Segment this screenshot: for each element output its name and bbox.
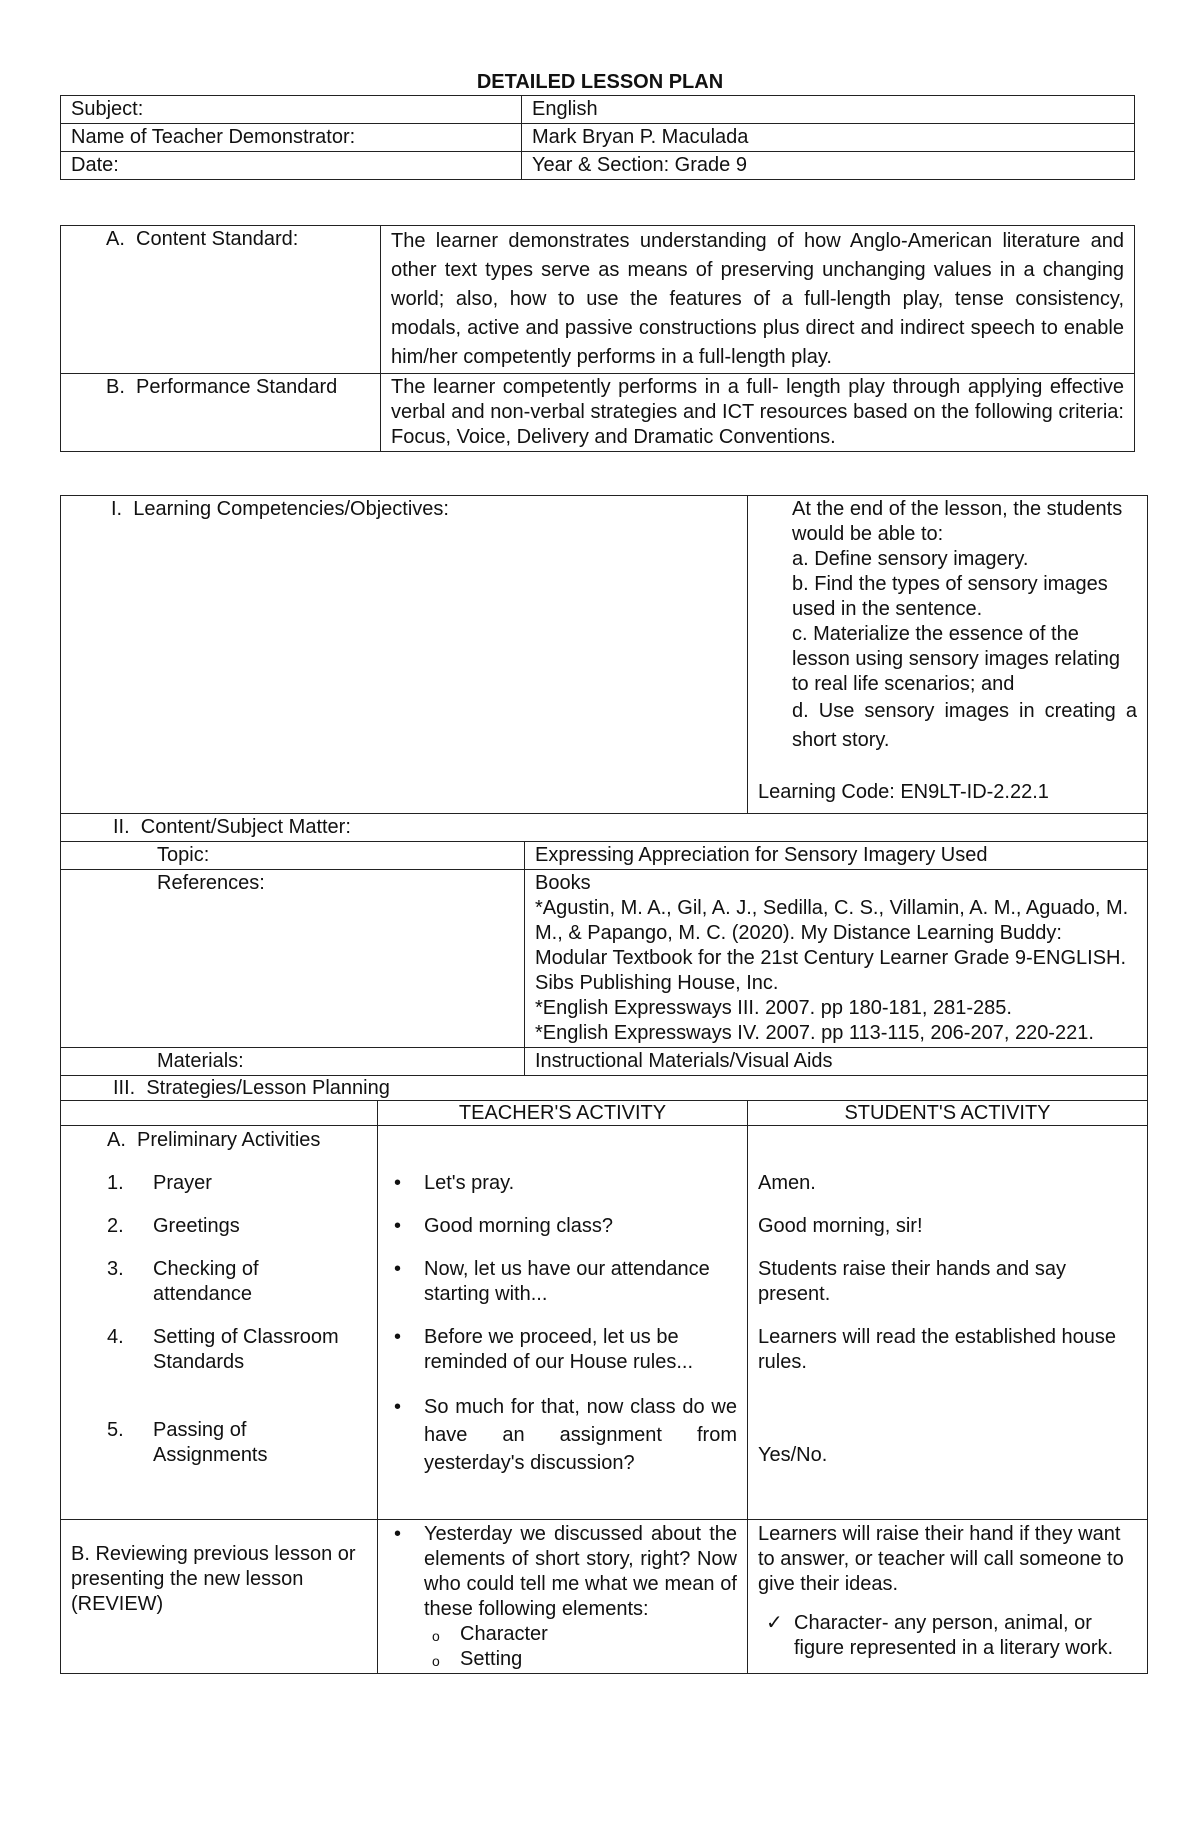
objective-d: d. Use sensory images in creating a short story.	[792, 700, 1137, 751]
subject-value: English	[522, 96, 1135, 124]
review-label: B. Reviewing previous lesson or presenting the new lesson (REVIEW)	[61, 1520, 378, 1674]
header-table	[60, 95, 1135, 180]
objectives-label: I. Learning Competencies/Objectives:	[61, 496, 748, 814]
performance-standard-text: The learner competently performs in a full- length play through applying effective verbal and non-verbal strategies and ICT resources based on the following criteria: Focus, Voice, Delivery and Dramatic Conventions.	[381, 374, 1135, 452]
page-title: DETAILED LESSON PLAN	[476, 71, 724, 93]
learning-code: Learning Code: EN9LT-ID-2.22.1	[758, 781, 1049, 803]
review-student-cell	[748, 1520, 1148, 1674]
strategies-label: III. Strategies/Lesson Planning	[61, 1076, 1148, 1101]
student-step-5: Yes/No.	[758, 1444, 828, 1466]
student-activity-header: STUDENT'S ACTIVITY	[748, 1101, 1148, 1126]
preliminary-label: A. Preliminary Activities	[107, 1129, 321, 1151]
step-5: 5. Passing of Assignments	[107, 1419, 268, 1466]
review-teacher-cell	[378, 1520, 748, 1674]
objectives-cell	[748, 496, 1148, 814]
teacher-activity-header: TEACHER'S ACTIVITY	[378, 1101, 748, 1126]
materials-label: Materials:	[61, 1048, 525, 1076]
step-1: 1. Prayer	[107, 1172, 212, 1194]
student-step-4: Learners will read the established house rules.	[758, 1326, 1116, 1373]
objective-a: a. Define sensory imagery.	[792, 548, 1029, 570]
reference-2: *English Expressways III. 2007. pp 180-181, 281-285.	[535, 997, 1012, 1019]
references-head: Books	[535, 872, 591, 894]
subject-label: Subject:	[61, 96, 522, 124]
student-activities-cell	[748, 1126, 1148, 1520]
preliminary-cell	[61, 1126, 378, 1520]
review-element-setting: o Setting	[388, 1647, 737, 1672]
objectives-intro: At the end of the lesson, the students would be able to:	[792, 498, 1123, 545]
teacher-value: Mark Bryan P. Maculada	[522, 124, 1135, 152]
review-student-item: ✓ Character- any person, animal, or figure represented in a literary work.	[766, 1612, 1114, 1659]
teacher-activities-cell	[378, 1126, 748, 1520]
standards-table	[60, 225, 1135, 452]
teacher-label: Name of Teacher Demonstrator:	[61, 124, 522, 152]
objective-c: c. Materialize the essence of the lesson using sensory images relating to real life scenarios; and	[792, 623, 1120, 695]
date-label: Date:	[61, 152, 522, 180]
reference-1: *Agustin, M. A., Gil, A. J., Sedilla, C. S., Villamin, A. M., Aguado, M. M., & Papango, M. C. (2020). My Distance Learning Buddy: Modular Textbook for the 21st Century Learner Grade 9-ENGLISH. Sibs Publishing House, Inc.	[535, 897, 1129, 994]
performance-standard-label: B. Performance Standard	[61, 374, 381, 452]
year-section: Year & Section: Grade 9	[522, 152, 1135, 180]
student-step-1: Amen.	[758, 1172, 816, 1194]
step-3: 3. Checking of attendance	[107, 1258, 259, 1305]
reference-3: *English Expressways IV. 2007. pp 113-115, 206-207, 220-221.	[535, 1022, 1094, 1044]
content-label: II. Content/Subject Matter:	[61, 814, 1148, 842]
objective-b: b. Find the types of sensory images used in the sentence.	[792, 573, 1108, 620]
topic-label: Topic:	[61, 842, 525, 870]
content-standard-label: A. Content Standard:	[61, 226, 381, 374]
review-teacher-text: • Yesterday we discussed about the elements of short story, right? Now who could tell me what we mean of these following elements:	[388, 1522, 737, 1622]
references-label: References:	[61, 870, 525, 1048]
materials-value: Instructional Materials/Visual Aids	[525, 1048, 1148, 1076]
student-step-2: Good morning, sir!	[758, 1215, 923, 1237]
teacher-step-1: • Let's pray.	[388, 1171, 737, 1196]
step-4: 4. Setting of Classroom Standards	[107, 1326, 339, 1373]
review-student-intro: Learners will raise their hand if they want to answer, or teacher will call someone to give their ideas.	[758, 1523, 1124, 1595]
review-element-character: o Character	[388, 1622, 737, 1647]
lesson-plan-table	[60, 495, 1148, 1674]
teacher-step-3: • Now, let us have our attendance starting with...	[388, 1257, 737, 1307]
teacher-step-5: • So much for that, now class do we have an assignment from yesterday's discussion?	[388, 1393, 737, 1477]
content-standard-text: The learner demonstrates understanding of how Anglo-American literature and other text types serve as means of preserving unchanging values in a changing world; also, how to use the features of a full-length play, tense consistency, modals, active and passive constructions plus direct and indirect speech to enable him/her competently performs in a full-length play.	[381, 226, 1135, 374]
teacher-step-4: • Before we proceed, let us be reminded of our House rules...	[388, 1325, 737, 1375]
topic-value: Expressing Appreciation for Sensory Imagery Used	[525, 842, 1148, 870]
teacher-step-2: • Good morning class?	[388, 1214, 737, 1239]
references-cell	[525, 870, 1148, 1048]
check-icon: ✓	[766, 1612, 783, 1634]
student-step-3: Students raise their hands and say present.	[758, 1258, 1066, 1305]
step-2: 2. Greetings	[107, 1215, 240, 1237]
